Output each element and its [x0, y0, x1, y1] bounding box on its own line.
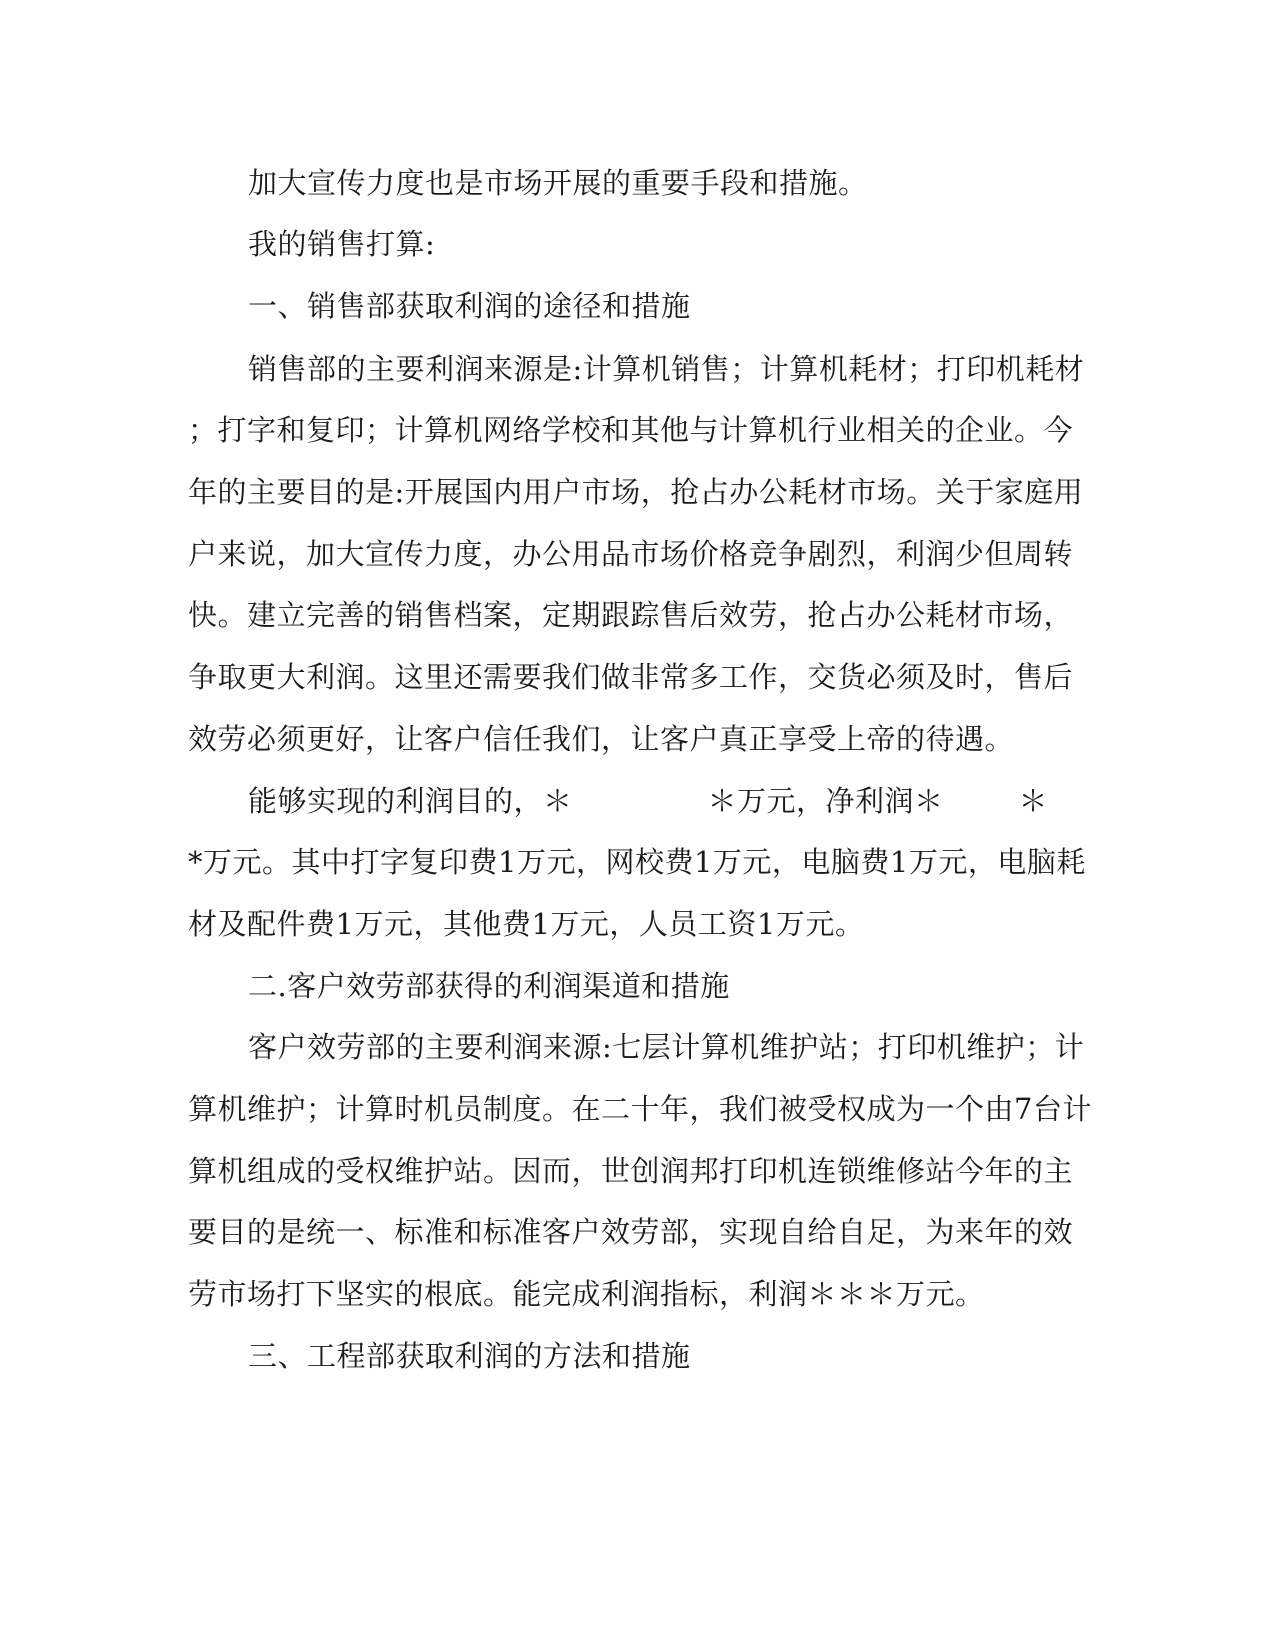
paragraph-line: 加大宣传力度也是市场开展的重要手段和措施。 — [248, 166, 868, 200]
paragraph-line: 客户效劳部的主要利润来源:七层计算机维护站；打印机维护；计 — [248, 1030, 1085, 1064]
paragraph-line: ；打字和复印；计算机网络学校和其他与计算机行业相关的企业。今 — [188, 413, 1074, 447]
section-heading: 三、工程部获取利润的方法和措施 — [248, 1339, 691, 1373]
paragraph-line: 劳市场打下坚实的根底。能完成利润指标，利润＊＊＊万元。 — [188, 1277, 985, 1311]
paragraph-line: 要目的是统一、标准和标准客户效劳部，实现自给自足，为来年的效 — [188, 1215, 1074, 1249]
paragraph-line: 算机组成的受权维护站。因而，世创润邦打印机连锁维修站今年的主 — [188, 1154, 1074, 1188]
paragraph-line: 快。建立完善的销售档案，定期跟踪售后效劳，抢占办公耗材市场， — [188, 598, 1074, 632]
profit-target-part2: ＊万元，净利润＊ — [707, 784, 944, 818]
paragraph-line: *万元。其中打字复印费1万元，网校费1万元，电脑费1万元，电脑耗 — [188, 845, 1086, 879]
paragraph-line: 户来说，加大宣传力度，办公用品市场价格竞争剧烈，利润少但周转 — [188, 537, 1074, 571]
paragraph-line: 材及配件费1万元，其他费1万元，人员工资1万元。 — [188, 907, 865, 941]
paragraph-line: 算机维护；计算时机员制度。在二十年，我们被受权成为一个由7台计 — [188, 1092, 1092, 1126]
paragraph-line: 年的主要目的是:开展国内用户市场，抢占办公耗材市场。关于家庭用 — [188, 475, 1084, 509]
section-heading: 一、销售部获取利润的途径和措施 — [248, 289, 691, 323]
profit-target-part3: ＊ — [1018, 784, 1048, 818]
paragraph-line: 效劳必须更好，让客户信任我们，让客户真正享受上帝的待遇。 — [188, 722, 1015, 756]
profit-target-part1: 能够实现的利润目的，＊ — [248, 784, 573, 818]
paragraph-line: 销售部的主要利润来源是:计算机销售；计算机耗材；打印机耗材 — [248, 352, 1085, 386]
profit-target-line — [248, 780, 1048, 822]
section-heading: 二.客户效劳部获得的利润渠道和措施 — [248, 969, 730, 1003]
section-label: 我的销售打算: — [248, 227, 436, 261]
paragraph-line: 争取更大利润。这里还需要我们做非常多工作，交货必须及时，售后 — [188, 660, 1074, 694]
